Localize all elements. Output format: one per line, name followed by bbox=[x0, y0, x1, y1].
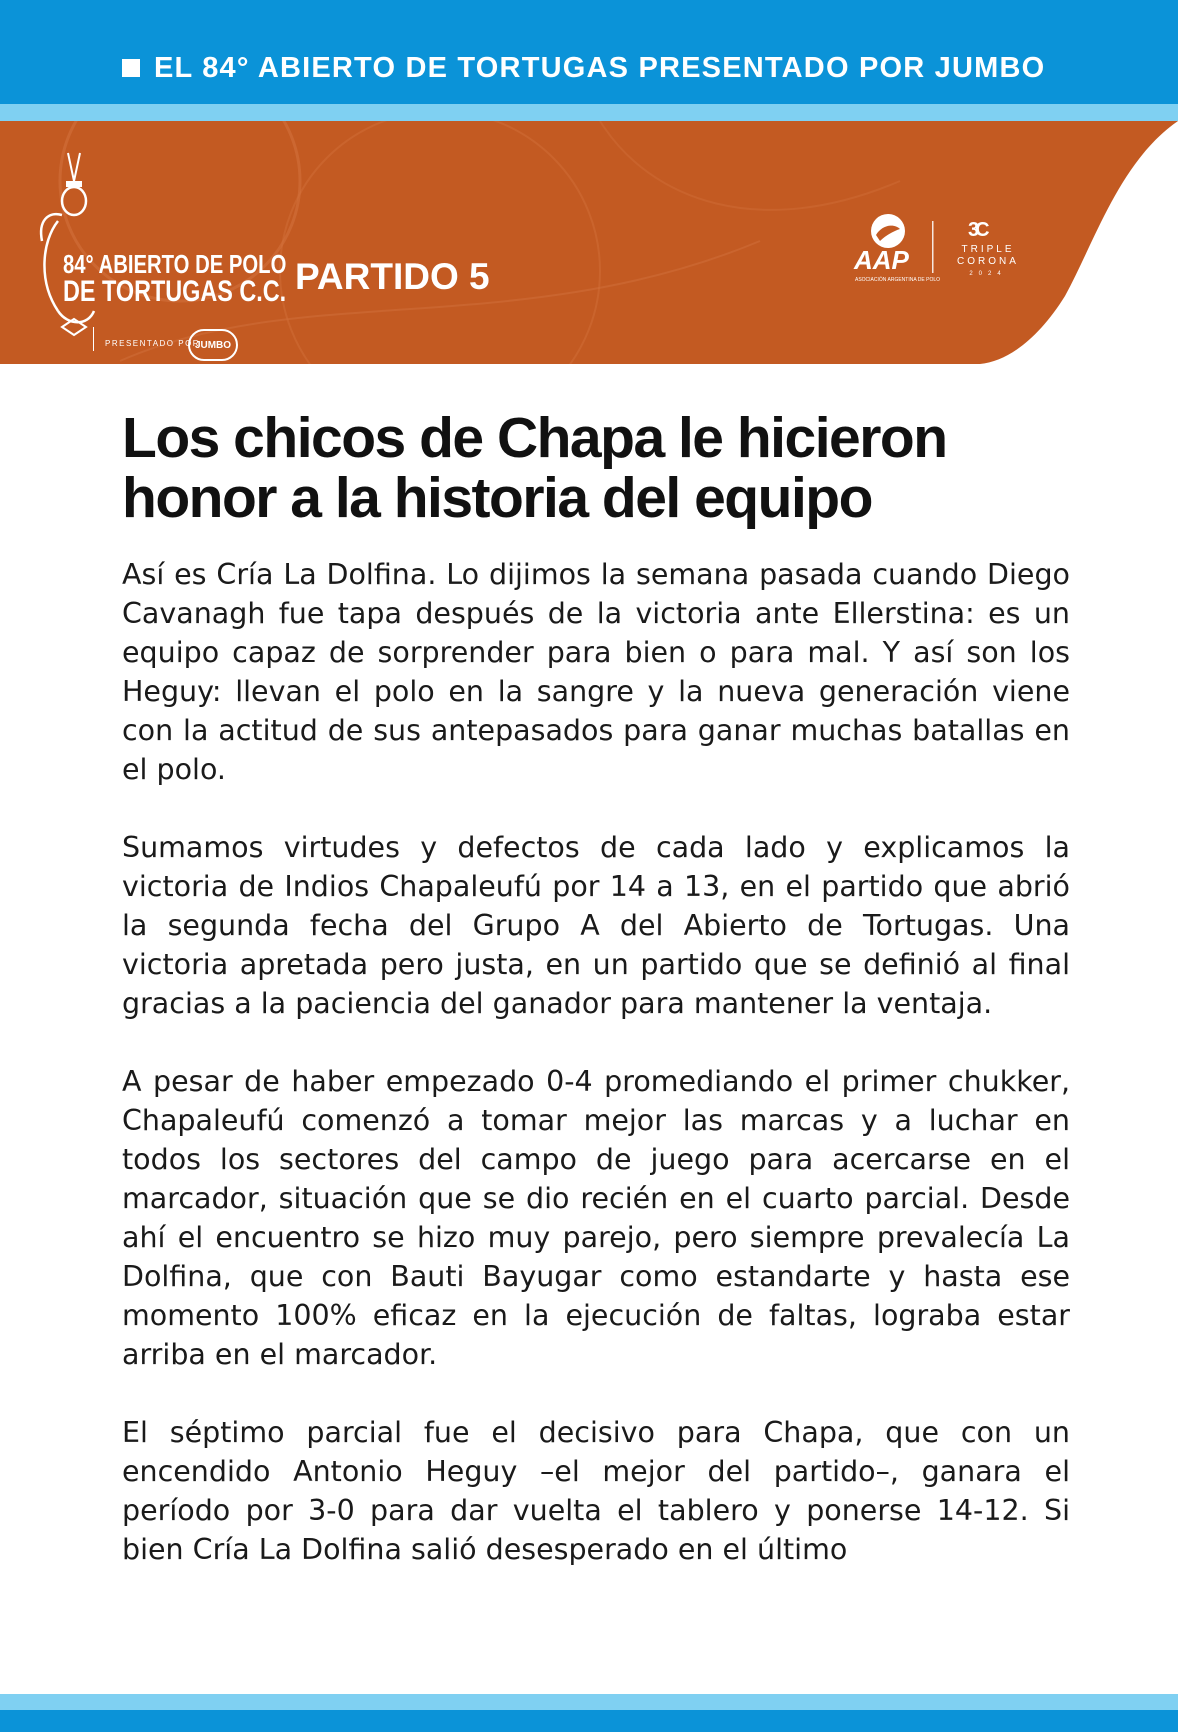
match-banner bbox=[0, 121, 1178, 364]
match-label: PARTIDO 5 bbox=[295, 256, 490, 297]
jumbo-logo: JUMBO bbox=[188, 329, 238, 361]
triple-corona-line2: CORONA bbox=[957, 256, 1019, 267]
tortugas-logo bbox=[28, 151, 287, 351]
triple-corona-line1: TRIPLE bbox=[961, 244, 1015, 255]
header-tagline: EL 84° ABIERTO DE TORTUGAS PRESENTADO POR JUMBO bbox=[154, 51, 1046, 84]
triple-corona-year: 2024 bbox=[969, 271, 1007, 277]
article-paragraph: Así es Cría La Dolfina. Lo dijimos la semana pasada cuando Diego Cavanagh fue tapa después de la victoria ante Ellerstina: es un equipo capaz de sorprender para bien o para mal. Y así son los Heguy: llevan el polo en la sangre y la nueva generación viene con la actitud de sus antepasados para ganar muchas batallas en el polo. bbox=[122, 558, 1070, 786]
header-stripe bbox=[0, 104, 1178, 121]
triple-corona-wordmark bbox=[950, 244, 1026, 268]
aap-logo: AAP bbox=[854, 245, 909, 275]
logo-title-line2: DE TORTUGAS C.C. bbox=[63, 275, 287, 308]
footer-stripe bbox=[0, 1694, 1178, 1710]
article-paragraph: El séptimo parcial fue el decisivo para Chapa, que con un encendido Antonio Heguy –el mejor del partido–, ganara el período por 3-0 para dar vuelta el tablero y ponerse 14-12. Si bien Cría La Dolfina salió desesperado en el último bbox=[122, 1416, 1070, 1566]
presented-by-label: PRESENTADO POR bbox=[105, 339, 201, 348]
aap-subtitle: ASOCIACIÓN ARGENTINA DE POLO bbox=[855, 277, 941, 283]
footer-bar bbox=[0, 1710, 1178, 1732]
triple-corona-mark: 3C bbox=[968, 219, 986, 241]
header-bar bbox=[0, 0, 1178, 104]
article-paragraph: Sumamos virtudes y defectos de cada lado y explicamos la victoria de Indios Chapaleufú por 14 a 13, en el partido que abrió la segunda fecha del Grupo A del Abierto de Tortugas. Una victoria apretada pero justa, en un partido que se definió al final gracias a la paciencia del ganador para mantener la ventaja. bbox=[122, 831, 1070, 1020]
square-bullet-icon bbox=[122, 59, 140, 77]
logo-title-line1: 84° ABIERTO DE POLO bbox=[63, 249, 287, 279]
article-body bbox=[122, 555, 1070, 1608]
article-headline: Los chicos de Chapa le hicieron honor a la historia del equipo bbox=[122, 406, 947, 530]
article-paragraph: A pesar de haber empezado 0-4 promediando el primer chukker, Chapaleufú comenzó a tomar mejor las marcas y a luchar en todos los sectores del campo de juego para acercarse en el marcador, situación que se dio recién en el cuarto parcial. Desde ahí el encuentro se hizo muy parejo, pero siempre prevalecía La Dolfina, que con Bauti Bayugar como estandarte y hasta ese momento 100% eficaz en la ejecución de faltas, lograba estar arriba en el marcador. bbox=[122, 1065, 1070, 1371]
header-tagline-row bbox=[122, 48, 1045, 88]
